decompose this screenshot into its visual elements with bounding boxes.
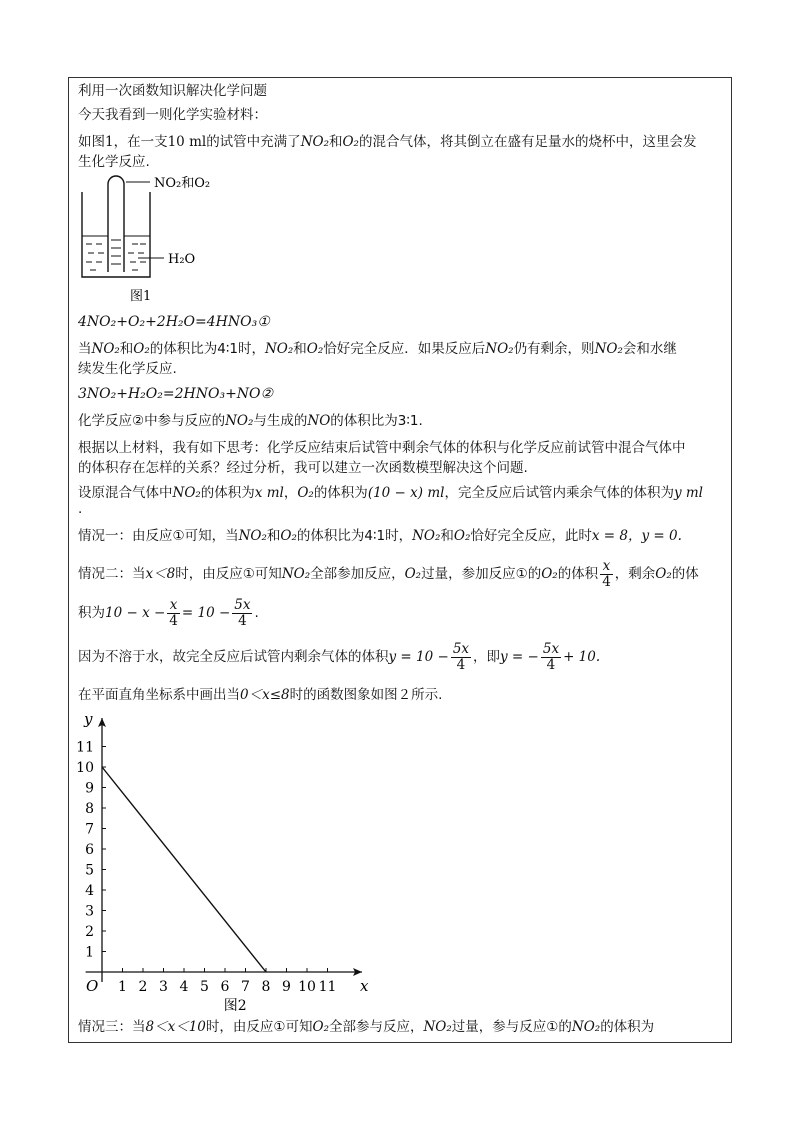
y-tick-label: 8 — [85, 801, 94, 817]
doc-title: 利用一次函数知识解决化学问题 — [78, 83, 267, 99]
y-tick-label: 9 — [85, 780, 94, 797]
x-axis-label: x — [360, 977, 369, 995]
para1-line2: 生化学反应. — [78, 154, 150, 170]
water-label: H₂O — [168, 252, 196, 267]
x-tick-label: 2 — [138, 979, 148, 995]
para4-line1: 根据以上材料，我有如下思考：化学反应结束后试管中剩余气体的体积与化学反应前试管中混合气体中 — [78, 440, 686, 456]
y-tick-label: 4 — [85, 883, 94, 899]
x-tick-label: 10 — [298, 979, 316, 995]
fraction-5x-over-4: $\frac{5x}{4}$ — [542, 640, 560, 673]
para7-line: 在平面直角坐标系中画出当0＜x≤8时的函数图象如图２所示. — [78, 687, 443, 703]
y-tick-label: 11 — [76, 739, 94, 756]
y-tick-label: 2 — [85, 924, 94, 940]
case1-line: 情况一：由反应①可知，当NO₂和O₂的体积比为4∶1时，NO₂和O₂恰好完全反应，此时x = 8，y = 0. — [78, 528, 682, 544]
figure2-function-graph — [72, 706, 372, 1012]
para3-line: 化学反应②中参与反应的NO₂与生成的NO的体积比为3∶1. — [78, 413, 423, 429]
fraction-x-over-4: $\frac{x}{4}$ — [602, 557, 611, 590]
equation2: 3NO₂+H₂O₂=2HNO₃+NO② — [78, 386, 274, 402]
para5-dot: . — [78, 501, 83, 517]
intro-line: 今天我看到一则化学实验材料： — [78, 107, 267, 123]
x-tick-label: 1 — [118, 979, 127, 995]
case3-line: 情况三：当8＜x＜10时，由反应①可知O₂全部参与反应，NO₂过量，参与反应①的NO₂的体积为 — [78, 1019, 655, 1035]
x-tick-label: 5 — [200, 979, 209, 995]
equation1: 4NO₂+O₂+2H₂O=4HNO₃① — [78, 314, 270, 330]
case2-line1: 情况二：当x＜8时，由反应①可知NO₂全部参加反应，O₂过量，参加反应①的O₂的体积 $\frac{x}{4}$ ，剩余O₂的体 — [78, 557, 699, 590]
para2-line2: 续发生化学反应. — [78, 361, 177, 377]
x-tick-label: 7 — [241, 979, 250, 995]
function-line — [102, 767, 266, 972]
x-tick-label: 4 — [179, 979, 189, 995]
x-tick-label: 9 — [282, 979, 291, 995]
fraction-5x-over-4: $\frac{5x}{4}$ — [234, 596, 251, 629]
fraction-x-over-4: $\frac{x}{4}$ — [169, 596, 178, 629]
para6-line: 因为不溶于水，故完全反应后试管内剩余气体的体积y = 10 − $\frac{5x}{4}$ ，即y = − $\frac{5x}{4}$ + 10. — [78, 640, 601, 673]
y-tick-label: 3 — [85, 903, 94, 920]
figure1-caption: 图1 — [130, 289, 152, 302]
para5-line: 设原混合气体中NO₂的体积为x ml，O₂的体积为(10 − x) ml，完全反应后试管内乘余气体的体积为y ml — [78, 485, 703, 501]
y-tick-label: 7 — [85, 821, 94, 838]
para1-line1: 如图1，在一支10 ml的试管中充满了NO₂和O₂的混合气体，将其倒立在盛有足量水的烧杯中，这里会发 — [78, 134, 697, 150]
y-axis-label: y — [84, 710, 93, 728]
para4-line2: 的体积存在怎样的关系？经过分析，我可以建立一次函数模型解决这个问题. — [78, 460, 528, 476]
fraction-5x-over-4: $\frac{5x}{4}$ — [452, 640, 470, 673]
case2-line2: 积为10 − x − $\frac{x}{4}$ = 10 − $\frac{5x}{4}$ . — [78, 596, 259, 629]
y-tick-label: 6 — [85, 842, 94, 858]
y-tick-label: 5 — [85, 862, 94, 879]
x-tick-label: 3 — [159, 979, 168, 995]
y-tick-label: 10 — [76, 760, 94, 776]
x-tick-label: 6 — [220, 979, 230, 995]
x-tick-label: 8 — [261, 979, 271, 995]
figure1-beaker-diagram — [76, 172, 256, 302]
para2-line1: 当NO₂和O₂的体积比为4∶1时，NO₂和O₂恰好完全反应．如果反应后NO₂仍有剩余，则NO₂会和水继 — [78, 341, 677, 357]
gas-label: NO₂和O₂ — [154, 176, 211, 191]
x-tick-label: 11 — [318, 979, 337, 995]
figure2-caption: 图2 — [223, 998, 247, 1012]
y-tick-label: 1 — [85, 944, 94, 961]
origin-label: O — [86, 977, 99, 995]
